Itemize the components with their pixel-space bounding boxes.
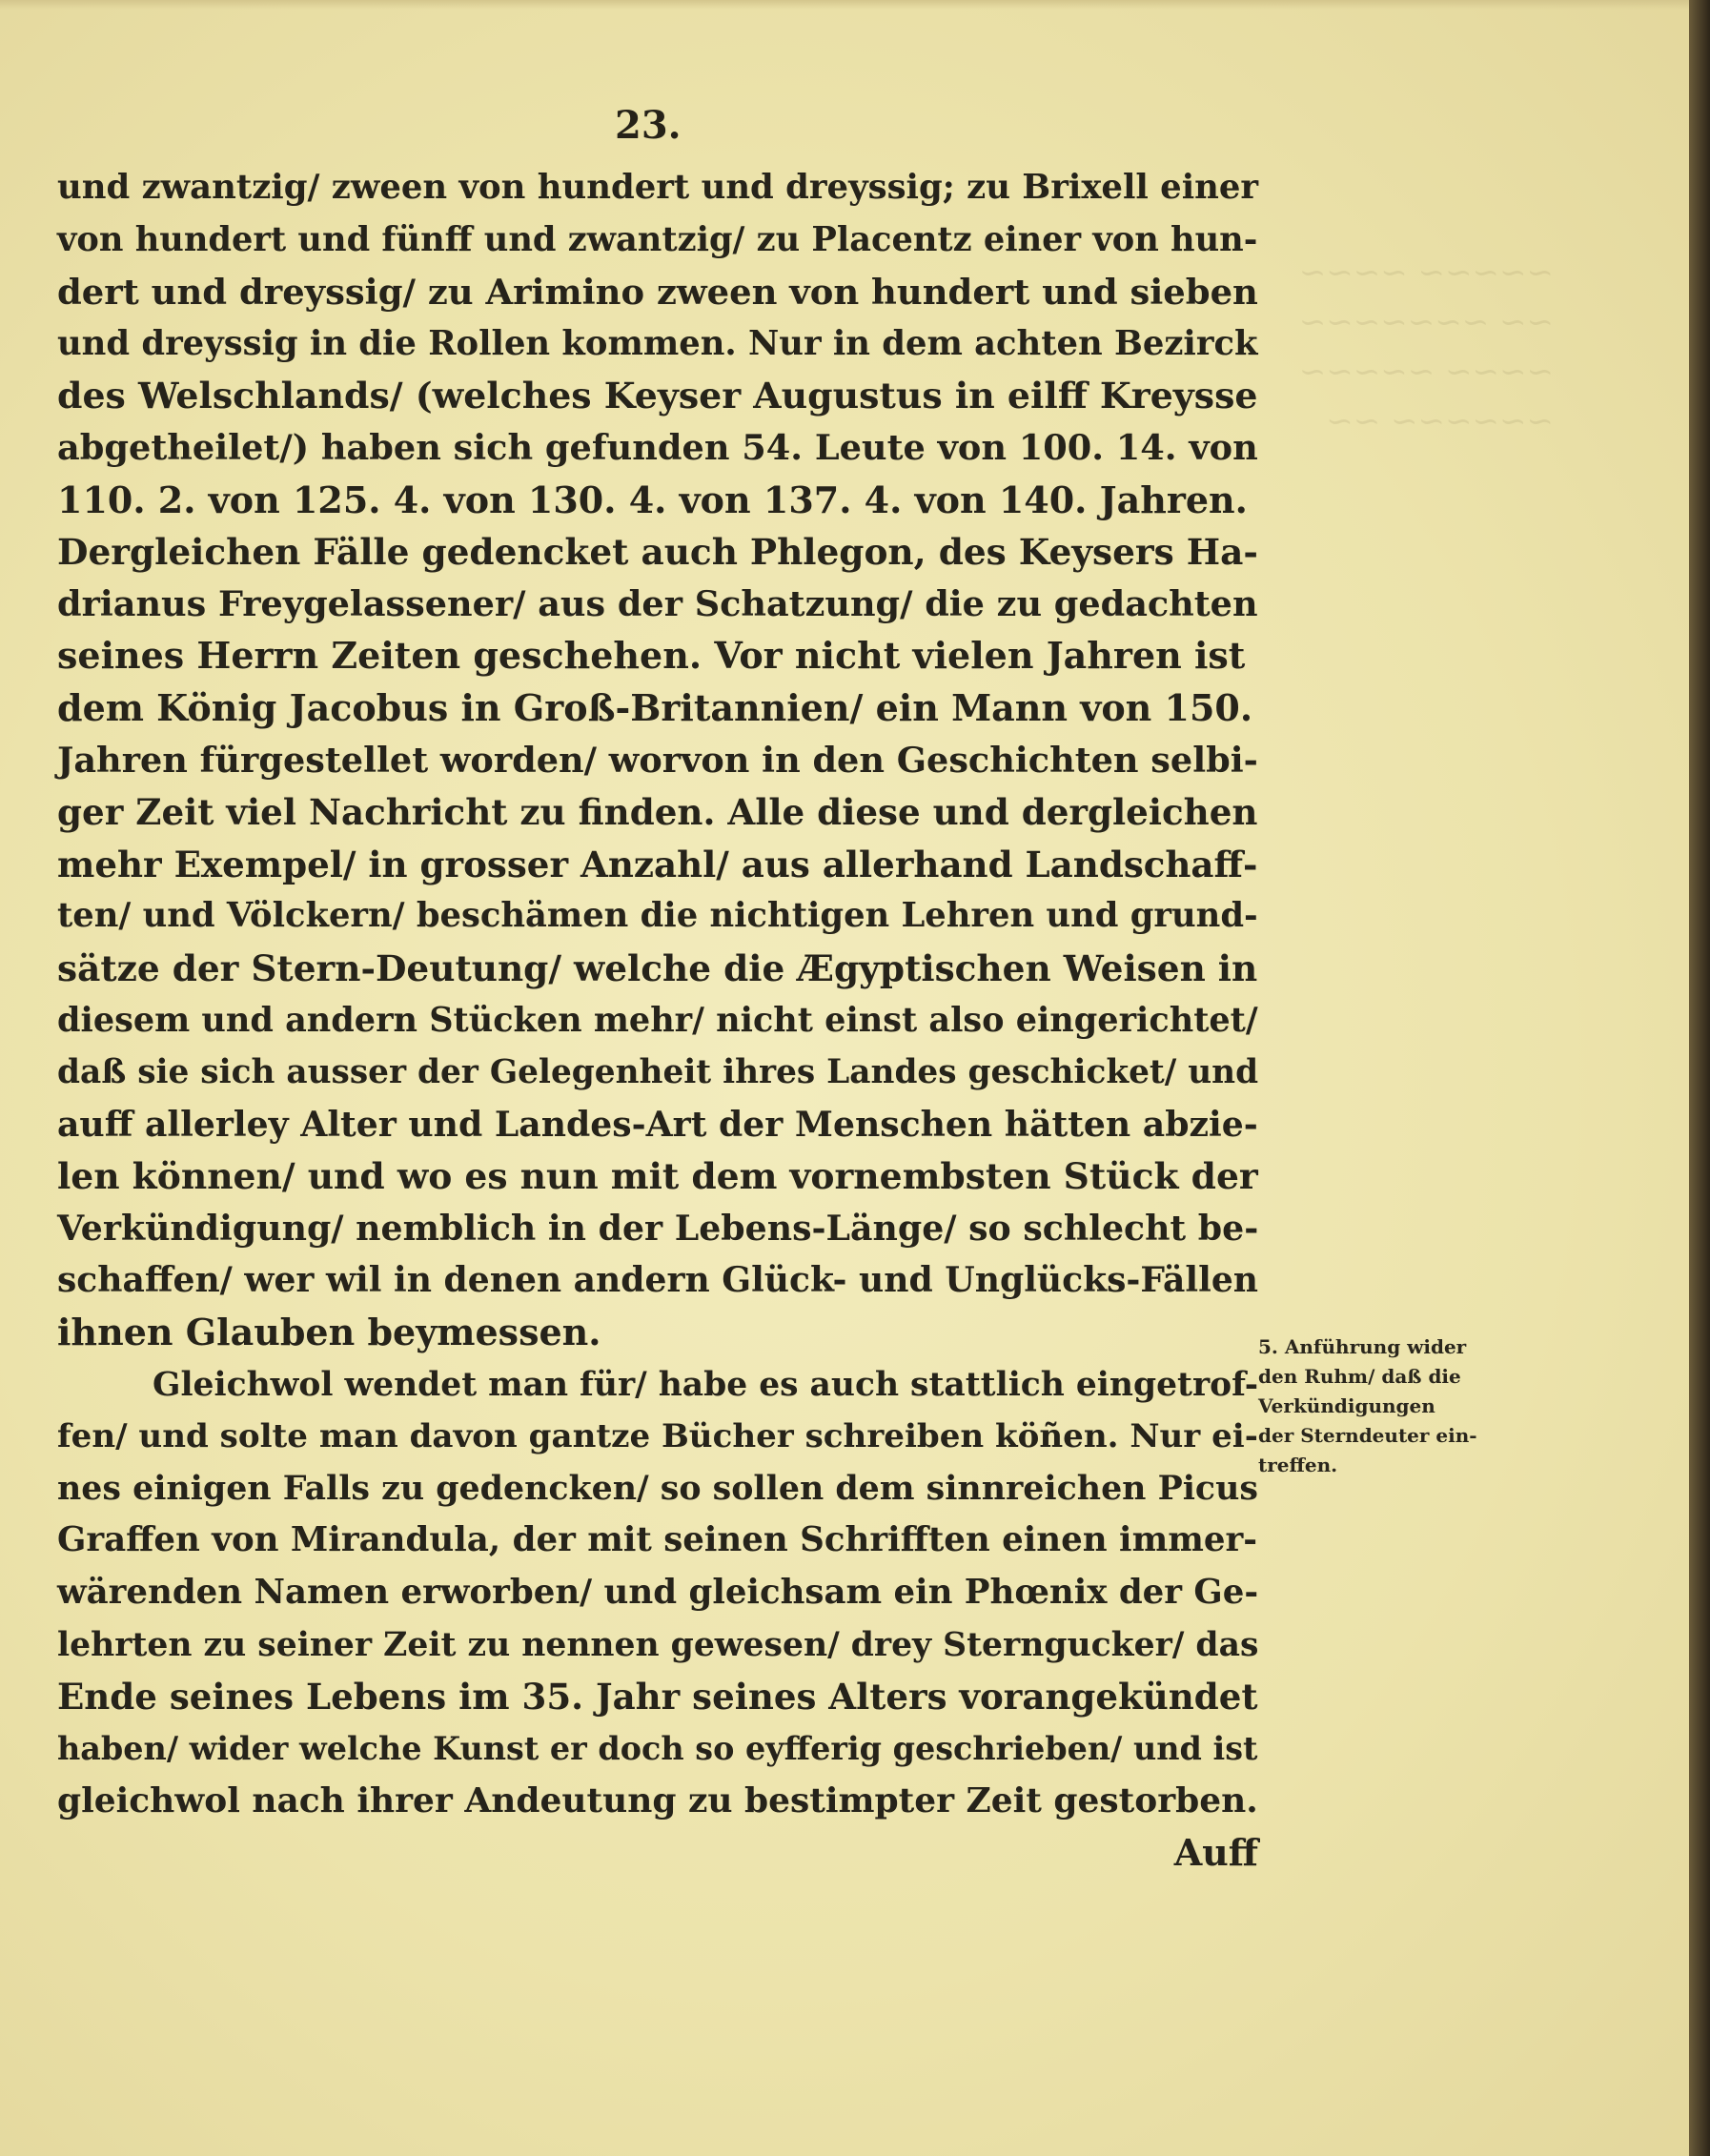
text-line: Ende seines Lebens im 35. Jahr seines Alters vorangekündet bbox=[57, 1676, 1258, 1719]
marginal-note-line: 5. Anführung wider bbox=[1258, 1335, 1467, 1358]
page-edge-shadow bbox=[1689, 0, 1710, 2156]
text-line: ihnen Glauben beymessen. bbox=[57, 1311, 601, 1354]
marginal-note-line: Verkündigungen bbox=[1258, 1394, 1435, 1417]
catchword: Auff bbox=[1173, 1831, 1258, 1874]
text-line: mehr Exempel/ in grosser Anzahl/ aus allerhand Landschaff- bbox=[57, 843, 1258, 885]
text-line: des Welschlands/ (welches Keyser Augustus in eilff Kreysse bbox=[57, 374, 1258, 417]
text-line: seines Herrn Zeiten geschehen. Vor nicht vielen Jahren ist bbox=[57, 634, 1246, 678]
marginal-note bbox=[1258, 1332, 1544, 1480]
text-line: len können/ und wo es nun mit dem vornembsten Stück der bbox=[57, 1155, 1258, 1198]
marginal-note-line: treffen. bbox=[1258, 1454, 1338, 1476]
text-line: von hundert und fünff und zwantzig/ zu Placentz einer von hun- bbox=[57, 219, 1258, 259]
text-line: drianus Freygelassener/ aus der Schatzung/ die zu gedachten bbox=[57, 582, 1258, 624]
text-line: nes einigen Falls zu gedencken/ so sollen dem sinnreichen Picus bbox=[57, 1468, 1258, 1508]
text-line: dem König Jacobus in Groß-Britannien/ ein Mann von 150. bbox=[57, 685, 1253, 729]
text-line: dert und dreyssig/ zu Arimino zween von hundert und sieben bbox=[57, 271, 1258, 314]
text-line: und dreyssig in die Rollen kommen. Nur in dem achten Bezirck bbox=[57, 323, 1258, 363]
text-line: auff allerley Alter und Landes-Art der Menschen hätten abzie- bbox=[57, 1103, 1258, 1145]
text-line: Jahren fürgestellet worden/ worvon in den Geschichten selbi- bbox=[57, 739, 1258, 781]
text-line: Graffen von Mirandula, der mit seinen Schrifften einen immer- bbox=[57, 1520, 1258, 1560]
marginal-note-line: den Ruhm/ daß die bbox=[1258, 1365, 1461, 1388]
text-line: ger Zeit viel Nachricht zu finden. Alle diese und dergleichen bbox=[57, 791, 1258, 834]
text-line: lehrten zu seiner Zeit zu nennen gewesen/ drey Sterngucker/ das bbox=[57, 1625, 1259, 1664]
text-line: fen/ und solte man davon gantze Bücher schreiben köñen. Nur ei- bbox=[57, 1417, 1258, 1456]
marginal-note-line: der Sterndeuter ein- bbox=[1258, 1424, 1477, 1447]
page-number: 23. bbox=[615, 103, 682, 148]
text-line: 110. 2. von 125. 4. von 130. 4. von 137. 4. von 140. Jahren. bbox=[57, 478, 1248, 521]
text-line: wärenden Namen erworben/ und gleichsam ein Phœnix der Ge- bbox=[57, 1573, 1259, 1613]
text-line: sätze der Stern-Deutung/ welche die Ægyptischen Weisen in bbox=[57, 946, 1258, 989]
text-line: daß sie sich ausser der Gelegenheit ihres Landes geschicket/ und bbox=[57, 1053, 1259, 1092]
text-line: Verkündigung/ nemblich in der Lebens-Länge/ so schlecht be- bbox=[57, 1207, 1259, 1249]
paragraph-first-line: Gleichwol wendet man für/ habe es auch stattlich eingetrof- bbox=[153, 1365, 1259, 1404]
text-line: Dergleichen Fälle gedencket auch Phlegon, des Keysers Ha- bbox=[57, 531, 1258, 574]
text-line: haben/ wider welche Kunst er doch so eyfferig geschrieben/ und ist bbox=[57, 1729, 1258, 1767]
text-line: schaffen/ wer wil in denen andern Glück- und Unglücks-Fällen bbox=[57, 1259, 1259, 1301]
text-line: diesem und andern Stücken mehr/ nicht einst also eingerichtet/ bbox=[57, 1000, 1258, 1040]
text-line: abgetheilet/) haben sich gefunden 54. Leute von 100. 14. von bbox=[57, 426, 1258, 468]
body-text bbox=[57, 162, 1258, 1880]
text-line: und zwantzig/ zween von hundert und dreyssig; zu Brixell einer bbox=[57, 168, 1259, 207]
text-line: gleichwol nach ihrer Andeutung zu bestimpter Zeit gestorben. bbox=[57, 1780, 1258, 1821]
show-through-ink: ~~~~~ ~~~~ ~~ ~~~~~~~ ~~~~ ~~~~~ ~~~~~~ ~~ bbox=[1298, 254, 1554, 440]
page-top-shadow bbox=[0, 0, 1710, 10]
text-line: ten/ und Völckern/ beschämen die nichtigen Lehren und grund- bbox=[57, 896, 1258, 936]
